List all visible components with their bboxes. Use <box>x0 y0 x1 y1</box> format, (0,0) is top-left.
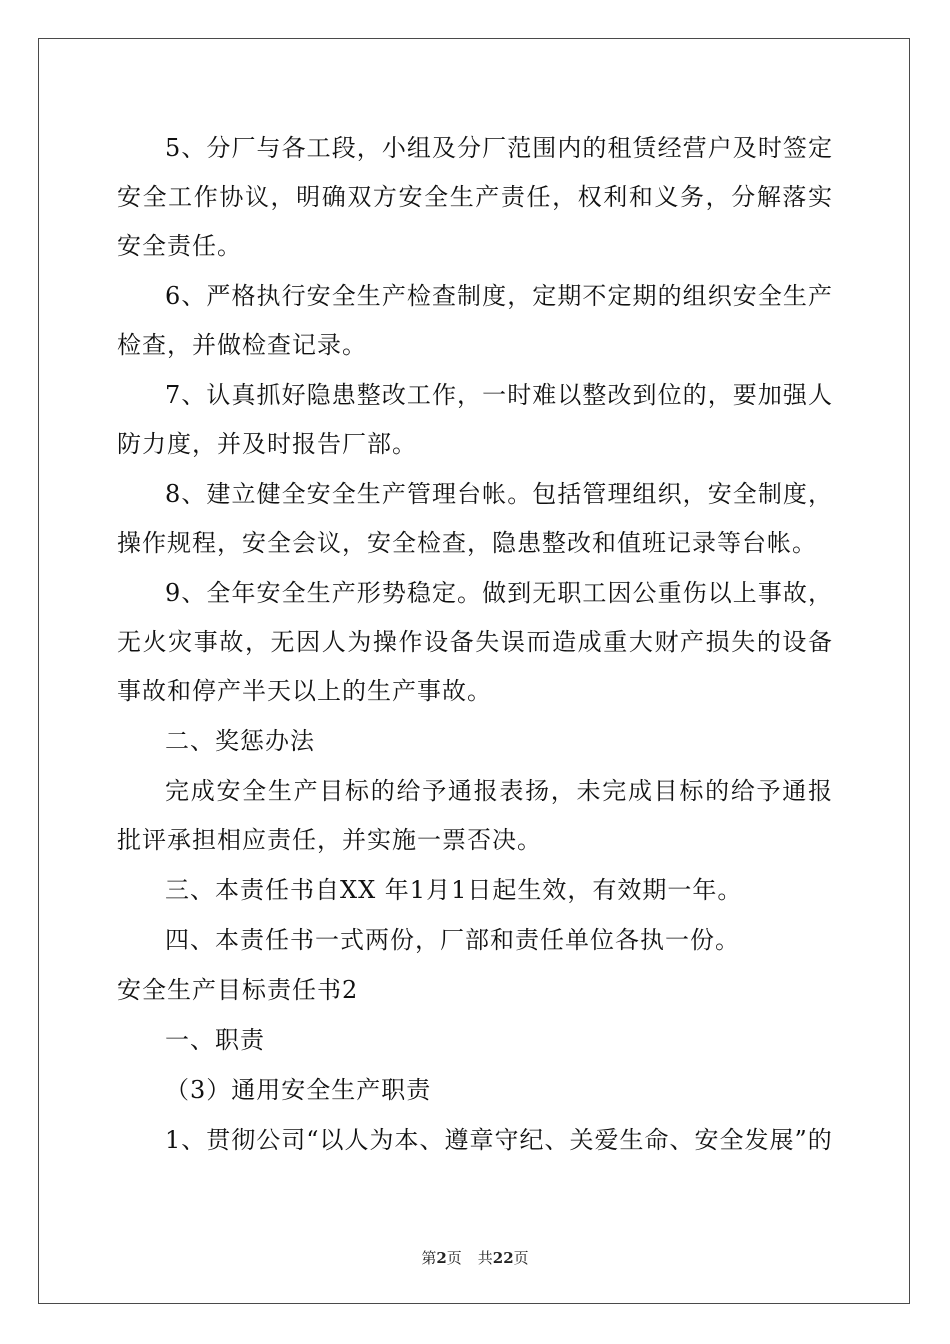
page-footer <box>0 1247 950 1268</box>
paragraph-item-7: 7、认真抓好隐患整改工作，一时难以整改到位的，要加强人防力度，并及时报告厂部。 <box>117 381 833 458</box>
document-body <box>117 124 833 1165</box>
section-heading-rewards: 二、奖惩办法 <box>165 727 315 755</box>
subheading-general-duties: （3）通用安全生产职责 <box>165 1076 432 1104</box>
section-heading-duties: 一、职责 <box>165 1026 265 1054</box>
paragraph-item-5: 5、分厂与各工段，小组及分厂范围内的租赁经营户及时签定安全工作协议，明确双方安全生产责任，权利和义务，分解落实安全责任。 <box>117 134 833 260</box>
total-suffix: 页 <box>513 1249 529 1267</box>
paragraph-item-8: 8、建立健全安全生产管理台帐。包括管理组织，安全制度，操作规程，安全会议，安全检查，隐患整改和值班记录等台帐。 <box>117 480 833 557</box>
paragraph-item-1: 1、贯彻公司“以人为本、遵章守纪、关爱生命、安全发展”的 <box>165 1126 833 1154</box>
document-title-2: 安全生产目标责任书2 <box>117 976 359 1004</box>
page-prefix: 第 <box>421 1249 437 1267</box>
paragraph-copies: 四、本责任书一式两份，厂部和责任单位各执一份。 <box>165 926 740 954</box>
page-suffix: 页 <box>446 1249 462 1267</box>
paragraph-item-9: 9、全年安全生产形势稳定。做到无职工因公重伤以上事故，无火灾事故，无因人为操作设备失误而造成重大财产损失的设备事故和停产半天以上的生产事故。 <box>117 579 833 705</box>
paragraph-validity: 三、本责任书自XX 年1月1日起生效，有效期一年。 <box>165 876 743 904</box>
total-prefix: 共 <box>477 1249 493 1267</box>
paragraph-rewards: 完成安全生产目标的给予通报表扬，未完成目标的给予通报批评承担相应责任，并实施一票否决。 <box>117 777 833 854</box>
paragraph-item-6: 6、严格执行安全生产检查制度，定期不定期的组织安全生产检查，并做检查记录。 <box>117 282 833 359</box>
total-pages: 22 <box>492 1249 514 1267</box>
page-number: 2 <box>436 1249 447 1267</box>
